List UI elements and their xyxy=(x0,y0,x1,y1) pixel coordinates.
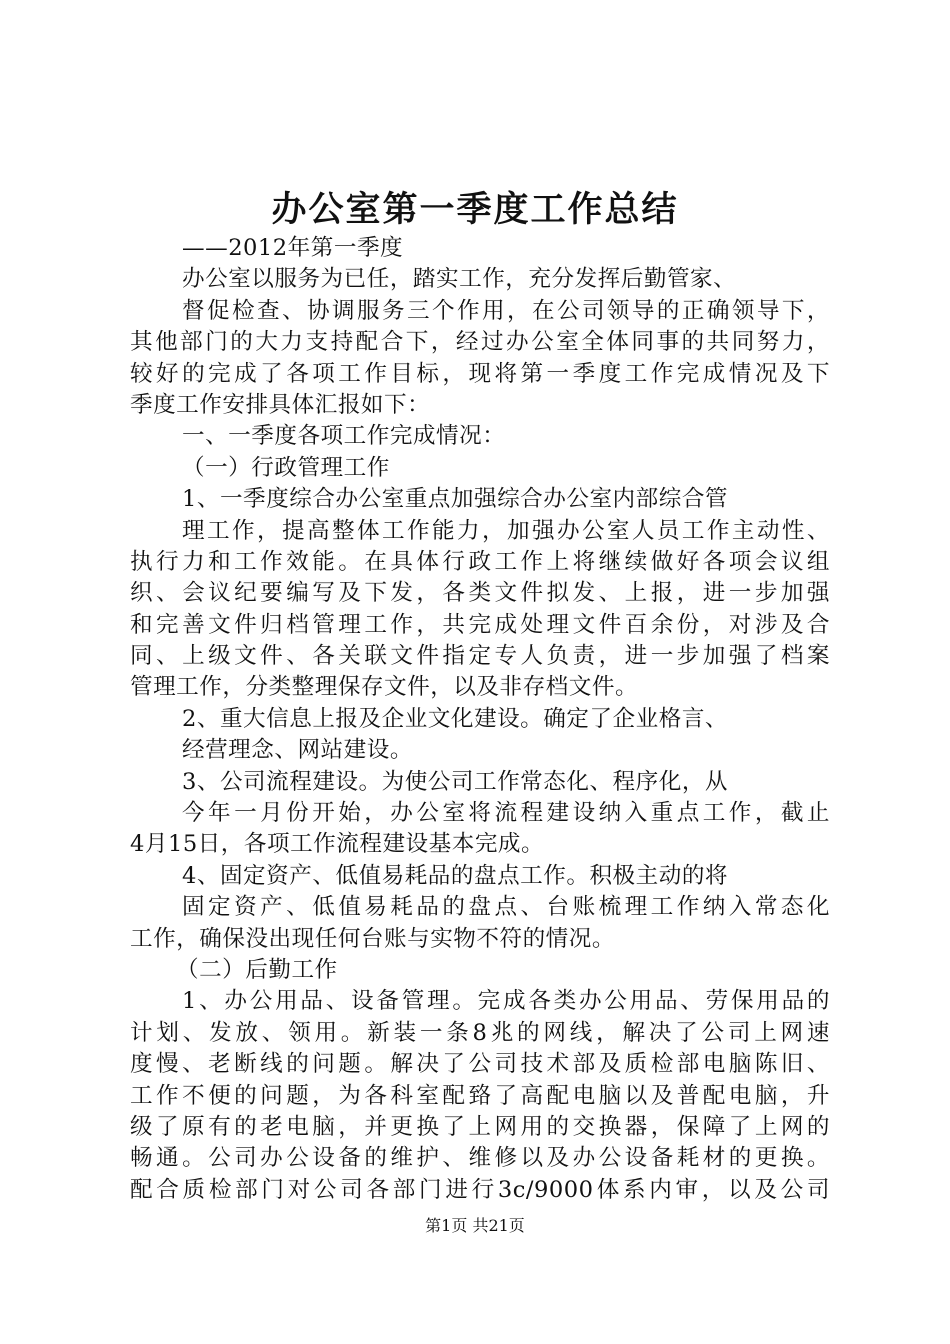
page-footer: 第1页 共21页 xyxy=(425,1216,525,1235)
text-line: （二）后勤工作 xyxy=(176,956,338,983)
text-line: 度慢、老断线的问题。解决了公司技术部及质检部电脑陈旧、 xyxy=(130,1051,830,1078)
text-line: 执行力和工作效能。在具体行政工作上将继续做好各项会议组 xyxy=(130,548,830,575)
document-title: 办公室第一季度工作总结 xyxy=(271,189,679,230)
text-line: 1、一季度综合办公室重点加强综合办公室内部综合管 xyxy=(182,486,729,513)
text-line: 级了原有的老电脑，并更换了上网用的交换器，保障了上网的 xyxy=(130,1113,830,1140)
text-line: 较好的完成了各项工作目标，现将第一季度工作完成情况及下 xyxy=(130,360,830,387)
text-line: 2、重大信息上报及企业文化建设。确定了企业格言、 xyxy=(182,705,729,732)
text-line: 理工作，提高整体工作能力，加强办公室人员工作主动性、 xyxy=(182,517,830,544)
text-line: 固定资产、低值易耗品的盘点、台账梳理工作纳入常态化 xyxy=(182,894,830,921)
text-line: 季度工作安排具体汇报如下： xyxy=(130,391,431,418)
text-line: 同、上级文件、各关联文件指定专人负责，进一步加强了档案 xyxy=(130,643,830,670)
document-body xyxy=(130,233,830,1206)
text-line: 计划、发放、领用。新装一条8兆的网线，解决了公司上网速 xyxy=(130,1019,830,1046)
text-line: 和完善文件归档管理工作，共完成处理文件百余份，对涉及合 xyxy=(130,611,830,638)
text-line: 1、办公用品、设备管理。完成各类办公用品、劳保用品的 xyxy=(182,988,830,1015)
text-line: 配合质检部门对公司各部门进行3c/9000体系内审，以及公司 xyxy=(130,1176,830,1203)
text-line: 织、会议纪要编写及下发，各类文件拟发、上报，进一步加强 xyxy=(130,580,830,607)
text-line: 一、一季度各项工作完成情况： xyxy=(182,423,506,450)
text-line: 4月15日，各项工作流程建设基本完成。 xyxy=(130,831,545,858)
text-line: 工作不便的问题，为各科室配臵了高配电脑以及普配电脑，升 xyxy=(130,1082,830,1109)
text-line: 经营理念、网站建设。 xyxy=(182,737,413,764)
text-line: 工作，确保没出现任何台账与实物不符的情况。 xyxy=(130,925,615,952)
text-line: 3、公司流程建设。为使公司工作常态化、程序化，从 xyxy=(182,768,729,795)
text-line: 畅通。公司办公设备的维护、维修以及办公设备耗材的更换。 xyxy=(130,1145,830,1172)
text-line: 督促检查、协调服务三个作用，在公司领导的正确领导下， xyxy=(182,297,830,324)
text-line: 今年一月份开始，办公室将流程建设纳入重点工作，截止 xyxy=(182,800,830,827)
text-line: 管理工作，分类整理保存文件，以及非存档文件。 xyxy=(130,674,639,701)
text-line: （一）行政管理工作 xyxy=(182,454,390,481)
text-line: 其他部门的大力支持配合下，经过办公室全体同事的共同努力， xyxy=(130,329,830,356)
text-line: ——2012年第一季度 xyxy=(182,235,404,261)
text-line: 办公室以服务为已任，踏实工作，充分发挥后勤管家、 xyxy=(182,266,737,293)
text-line: 4、固定资产、低值易耗品的盘点工作。积极主动的将 xyxy=(182,862,729,889)
